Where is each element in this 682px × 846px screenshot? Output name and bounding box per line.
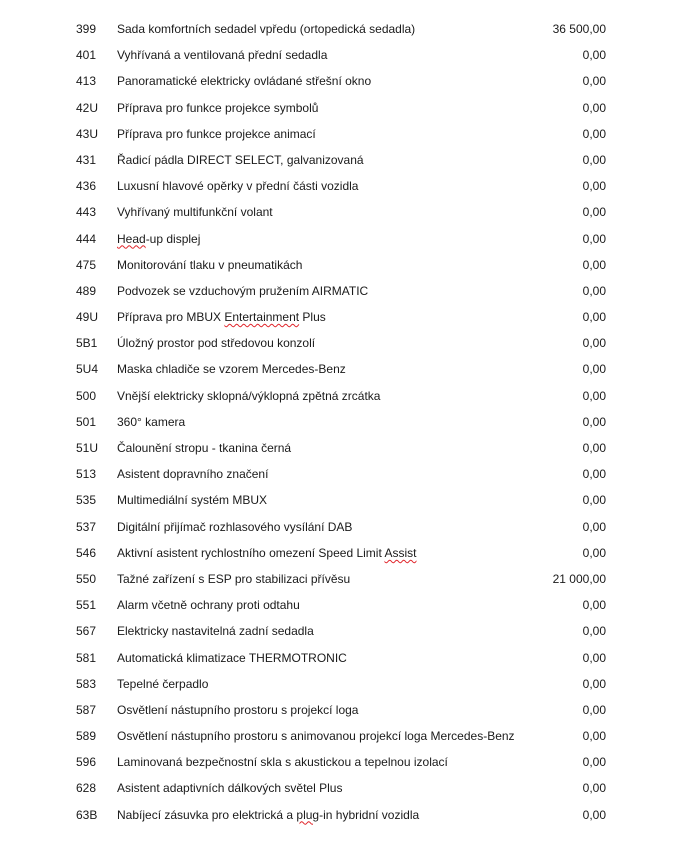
option-code: 513 <box>76 467 97 482</box>
option-code: 581 <box>76 650 97 665</box>
table-row <box>0 226 682 252</box>
description-text: Nabíjecí zásuvka pro elektrická a <box>117 807 297 822</box>
table-row <box>0 304 682 330</box>
description-text: Aktivní asistent rychlostního omezení Speed Limit <box>117 545 385 560</box>
option-price: 36 500,00 <box>552 22 606 36</box>
option-code: 5B1 <box>76 336 98 351</box>
option-description: Luxusní hlavové opěrky v přední části vozidla <box>117 179 359 194</box>
table-row <box>0 42 682 68</box>
option-price: 0,00 <box>582 441 606 455</box>
table-row <box>0 330 682 356</box>
option-description: Čalounění stropu - tkanina černá <box>117 441 292 455</box>
option-description: Elektricky nastavitelná zadní sedadla <box>117 624 314 639</box>
option-description: Příprava pro funkce projekce animací <box>117 126 316 141</box>
option-code: 628 <box>76 781 97 796</box>
option-price: 0,00 <box>582 598 606 613</box>
option-price: 0,00 <box>582 257 606 272</box>
option-price: 0,00 <box>582 126 606 141</box>
option-description: Multimediální systém MBUX <box>117 493 268 508</box>
option-description: Řadicí pádla DIRECT SELECT, galvanizovaná <box>117 152 364 167</box>
spellcheck-flagged-word: plug <box>296 807 320 822</box>
table-row <box>0 723 682 749</box>
option-code: 489 <box>76 283 97 298</box>
option-description: Asistent adaptivních dálkových světel Plus <box>117 781 343 796</box>
option-code: 5U4 <box>76 362 99 377</box>
table-row <box>0 147 682 173</box>
option-price: 0,00 <box>582 205 606 220</box>
option-description <box>117 304 547 330</box>
option-code: 551 <box>76 598 97 613</box>
option-price: 0,00 <box>582 231 606 246</box>
option-price: 0,00 <box>582 545 606 560</box>
table-row <box>0 173 682 199</box>
option-description <box>117 802 547 828</box>
option-description: Tepelné čerpadlo <box>117 676 209 691</box>
option-price: 0,00 <box>582 807 606 822</box>
spellcheck-flagged-word: Head <box>117 231 146 246</box>
table-row <box>0 252 682 278</box>
spellcheck-flagged-word: Assist <box>384 545 417 560</box>
table-row <box>0 618 682 644</box>
option-code: 436 <box>76 179 97 194</box>
table-row <box>0 199 682 225</box>
option-description: Laminovaná bezpečnostní skla s akustickou a tepelnou izolací <box>117 755 448 770</box>
option-description: Asistent dopravního značení <box>117 467 269 482</box>
option-description: Vyhřívaná a ventilovaná přední sedadla <box>117 48 328 63</box>
option-description <box>117 540 547 566</box>
spellcheck-flagged-word: Entertainment <box>224 310 300 325</box>
table-row <box>0 278 682 304</box>
option-price: 0,00 <box>582 336 606 351</box>
description-text: Příprava pro MBUX <box>117 310 225 325</box>
table-row <box>0 775 682 801</box>
option-code: 431 <box>76 152 97 167</box>
option-description: Digitální přijímač rozhlasového vysílání DAB <box>117 519 353 534</box>
description-text: -up displej <box>145 231 201 246</box>
option-price: 0,00 <box>582 676 606 691</box>
option-description: Podvozek se vzduchovým pružením AIRMATIC <box>117 283 369 298</box>
option-code: 567 <box>76 624 97 639</box>
table-row <box>0 16 682 42</box>
option-description: Panoramatické elektricky ovládané střešní okno <box>117 74 372 89</box>
option-code: 587 <box>76 702 97 717</box>
table-row <box>0 487 682 513</box>
option-price: 0,00 <box>582 624 606 639</box>
table-row <box>0 540 682 566</box>
table-row <box>0 383 682 409</box>
option-code: 500 <box>76 388 97 403</box>
table-row <box>0 356 682 382</box>
option-description: Automatická klimatizace THERMOTRONIC <box>117 650 347 665</box>
option-description: Vyhřívaný multifunkční volant <box>117 205 273 220</box>
option-price: 0,00 <box>582 493 606 508</box>
table-row <box>0 697 682 723</box>
description-text: -in hybridní vozidla <box>319 807 420 822</box>
table-row <box>0 68 682 94</box>
option-price: 0,00 <box>582 467 606 482</box>
option-code: 589 <box>76 729 97 744</box>
option-code: 596 <box>76 755 97 770</box>
option-code: 413 <box>76 74 97 89</box>
option-code: 550 <box>76 571 97 586</box>
table-row <box>0 802 682 828</box>
option-description: Monitorování tlaku v pneumatikách <box>117 257 303 272</box>
table-row <box>0 592 682 618</box>
option-description: Osvětlení nástupního prostoru s projekcí loga <box>117 702 359 717</box>
option-code: 475 <box>76 257 97 272</box>
option-description: Maska chladiče se vzorem Mercedes-Benz <box>117 362 346 377</box>
option-code: 51U <box>76 441 99 455</box>
table-row <box>0 409 682 435</box>
option-code: 401 <box>76 48 97 63</box>
option-description <box>117 226 547 252</box>
table-row <box>0 461 682 487</box>
option-price: 0,00 <box>582 100 606 115</box>
option-description: Alarm včetně ochrany proti odtahu <box>117 598 300 613</box>
option-price: 0,00 <box>582 702 606 717</box>
option-code: 49U <box>76 310 99 325</box>
option-code: 583 <box>76 676 97 691</box>
option-price: 0,00 <box>582 650 606 665</box>
option-code: 43U <box>76 126 99 141</box>
option-price: 0,00 <box>582 310 606 325</box>
description-text: Plus <box>299 310 326 325</box>
table-row <box>0 566 682 592</box>
option-description: Příprava pro funkce projekce symbolů <box>117 100 319 115</box>
option-code: 63B <box>76 807 98 822</box>
option-price: 0,00 <box>582 179 606 194</box>
option-code: 42U <box>76 100 99 115</box>
option-price: 21 000,00 <box>552 571 606 586</box>
option-price: 0,00 <box>582 362 606 377</box>
option-price: 0,00 <box>582 388 606 403</box>
option-description: Sada komfortních sedadel vpředu (ortopedická sedadla) <box>117 22 416 36</box>
option-description: Vnější elektricky sklopná/výklopná zpětná zrcátka <box>117 388 381 403</box>
option-price: 0,00 <box>582 755 606 770</box>
option-price: 0,00 <box>582 48 606 63</box>
option-code: 399 <box>76 22 97 36</box>
option-price: 0,00 <box>582 519 606 534</box>
option-description: 360° kamera <box>117 414 186 429</box>
option-description: Osvětlení nástupního prostoru s animovanou projekcí loga Mercedes-Benz <box>117 729 515 744</box>
table-row <box>0 645 682 671</box>
option-price: 0,00 <box>582 781 606 796</box>
option-description: Úložný prostor pod středovou konzolí <box>117 336 316 351</box>
table-row <box>0 514 682 540</box>
option-code: 501 <box>76 414 97 429</box>
option-price: 0,00 <box>582 414 606 429</box>
table-row <box>0 671 682 697</box>
table-row <box>0 121 682 147</box>
option-description: Tažné zařízení s ESP pro stabilizaci přívěsu <box>117 571 351 586</box>
option-code: 546 <box>76 545 97 560</box>
option-code: 444 <box>76 231 97 246</box>
table-row <box>0 95 682 121</box>
option-price: 0,00 <box>582 152 606 167</box>
option-price: 0,00 <box>582 283 606 298</box>
option-price: 0,00 <box>582 74 606 89</box>
table-row <box>0 435 682 461</box>
equipment-table <box>0 16 682 828</box>
table-row <box>0 749 682 775</box>
option-code: 537 <box>76 519 97 534</box>
option-code: 443 <box>76 205 97 220</box>
option-price: 0,00 <box>582 729 606 744</box>
option-code: 535 <box>76 493 97 508</box>
